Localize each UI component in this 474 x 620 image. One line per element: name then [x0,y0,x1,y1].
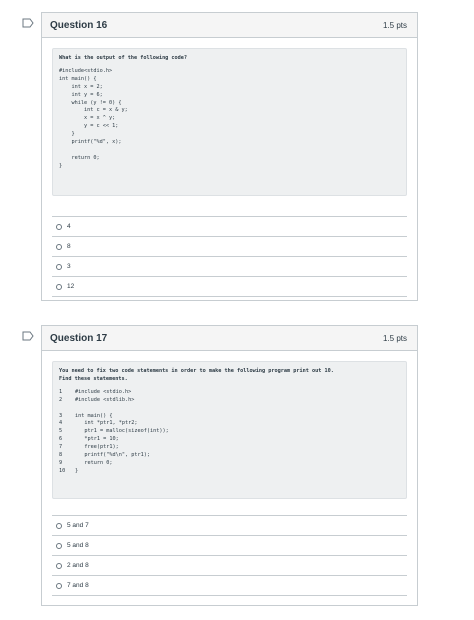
code-text: free(ptr1); [75,444,119,451]
code-line [59,413,400,421]
line-number: 2 [59,396,63,403]
code-line: printf("%d", x); [59,139,122,146]
line-number: 7 [59,444,63,451]
line-number: 10 [59,467,66,474]
code-line: int main() { [59,75,97,82]
radio-button[interactable] [56,244,62,250]
line-number: 8 [59,452,63,459]
radio-button[interactable] [56,523,62,529]
answer-list [52,515,407,596]
question-prompt: What is the output of the following code? [59,55,188,61]
answer-option[interactable] [52,236,407,256]
question-points: 1.5 pts [382,20,407,30]
line-number: 6 [59,436,63,443]
answer-label: 5 and 7 [67,522,89,529]
code-listing [59,68,400,171]
radio-button[interactable] [56,224,62,230]
question-prompt-line: You need to fix two code statements in order to make the following program print out 10. [59,368,334,374]
answer-option[interactable] [52,256,407,276]
code-line: } [59,131,75,138]
answer-label: 4 [67,223,71,230]
answer-label: 8 [67,243,71,250]
answer-option[interactable] [52,555,407,575]
question-points: 1.5 pts [382,333,407,343]
question-title: Question 16 [50,19,108,31]
answer-option[interactable] [52,515,407,535]
line-number: 3 [59,412,63,419]
line-number: 4 [59,420,63,427]
radio-button[interactable] [56,264,62,270]
code-line [59,436,400,444]
code-line [59,452,400,460]
radio-button[interactable] [56,563,62,569]
code-line: #include<stdio.h> [59,67,113,74]
answer-option[interactable] [52,216,407,236]
code-line [59,444,400,452]
question-prompt-line: Find these statements. [59,375,128,382]
question-prompt-box [52,361,407,499]
question-17 [41,325,418,606]
question-title: Question 17 [50,332,108,344]
line-number: 1 [59,388,63,395]
answer-option[interactable] [52,276,407,297]
code-line [59,468,400,476]
answer-option[interactable] [52,575,407,596]
answer-label: 3 [67,263,71,270]
code-text: printf("%d\n", ptr1); [75,452,150,459]
code-text: return 0; [75,459,113,466]
question-prompt-box [52,48,407,196]
line-number: 9 [59,459,63,466]
code-line: } [59,162,63,169]
answer-label: 2 and 8 [67,562,89,569]
code-line [59,397,400,405]
code-line: int x = 2; [59,83,103,90]
flag-question-icon[interactable] [22,18,34,28]
radio-button[interactable] [56,543,62,549]
code-text: #include <stdlib.h> [75,396,135,403]
radio-button[interactable] [56,583,62,589]
question-header [42,13,417,38]
code-line: y = c << 1; [59,123,119,130]
code-line: x = x ^ y; [59,115,116,122]
radio-button[interactable] [56,284,62,290]
answer-label: 7 and 8 [67,582,89,589]
code-line [59,428,400,436]
code-line [59,420,400,428]
code-text: } [75,467,79,474]
question-header [42,326,417,351]
question-16 [41,12,418,301]
code-line [59,460,400,468]
code-text: ptr1 = malloc(sizeof(int)); [75,428,169,435]
code-text: int *ptr1, *ptr2; [75,420,138,427]
code-line [59,405,400,413]
code-line: int y = 6; [59,91,103,98]
flag-question-icon[interactable] [22,331,34,341]
answer-label: 12 [67,283,75,290]
code-line [59,147,400,155]
code-line: return 0; [59,154,100,161]
code-text: *ptr1 = 10; [75,436,119,443]
answer-option[interactable] [52,535,407,555]
answer-label: 5 and 8 [67,542,89,549]
code-line: int c = x & y; [59,107,128,114]
code-line: while (y != 0) { [59,99,122,106]
code-text: int main() { [75,412,113,419]
line-number: 5 [59,428,63,435]
code-listing [59,389,400,476]
code-text: #include <stdio.h> [75,388,132,395]
code-line [59,389,400,397]
answer-list [52,216,407,297]
